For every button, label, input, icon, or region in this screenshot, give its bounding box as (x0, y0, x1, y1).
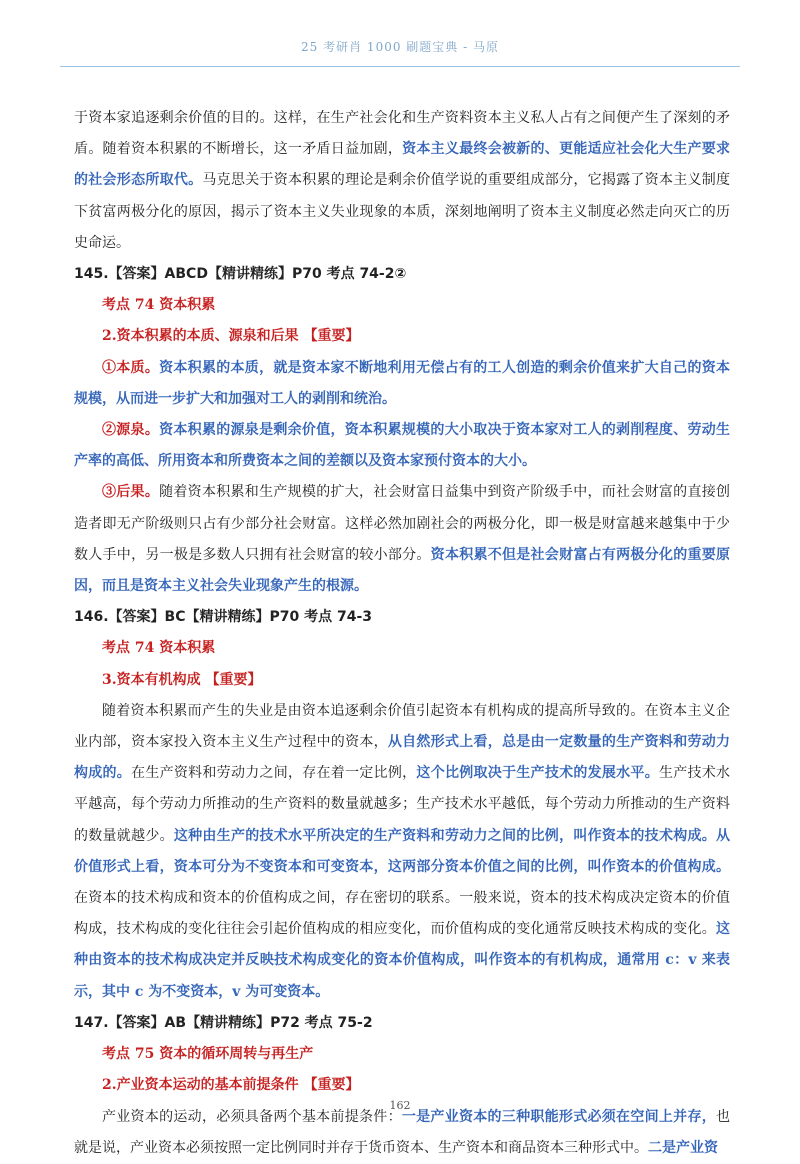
answer-line-146 (74, 602, 730, 633)
highlight-run: 资本主义最终会被新的、更能适应社会化大生产要求的社会形态所取代。 (74, 141, 731, 189)
answer-value: BC (164, 609, 186, 626)
reference: P70 考点 74-3 (269, 609, 373, 626)
text-run: 于资本家追逐剩余价值的目的。这样，在生产社会化和生产资料资本主义私人占有之间便产生了深刻的矛盾。随着资本积累的不断增长，这一矛盾日益加剧， (74, 110, 730, 158)
point-consequence (74, 477, 730, 602)
topic-heading: 考点 75 资本的循环周转与再生产 (102, 1046, 314, 1063)
question-number: 147. (74, 1014, 109, 1031)
highlight-run: 二是产业资 (648, 1139, 718, 1156)
text-run: 在生产资料和劳动力之间，存在着一定比例， (131, 765, 417, 782)
point-label: ②源泉。 (102, 422, 160, 439)
highlight-run: 从自然形式上看，总是由一定数量的生产资料和劳动力构成的。 (74, 734, 731, 782)
text-run: 也就是说，产业资本必须按照一定比例同时并存于货币资本、生产资本和商品资本三种形式中。 (74, 1108, 730, 1156)
topic-heading: 考点 74 资本积累 (102, 640, 216, 657)
page-content (74, 103, 730, 1164)
point-label: ①本质。 (102, 359, 160, 376)
text-run: 随着资本积累和生产规模的扩大，社会财富日益集中到资产阶级手中，而社会财富的直接创造者即无产阶级则只占有少部分社会财富。这样必然加剧社会的两极分化，即一极是财富越来越集中于少数人手中，另一极是多数人只拥有社会财富的较小部分。 (74, 484, 731, 563)
highlight-run: 这种由资本的技术构成决定并反映技术构成变化的资本价值构成，叫作资本的有机构成，通常用 c：v 来表示，其中 c 为不变资本，v 为可变资本。 (74, 921, 730, 1000)
answer-label: 【答案】 (108, 1014, 165, 1031)
paragraph-continuation (74, 103, 730, 259)
highlight-run: 这个比例取决于生产技术的发展水平。 (416, 765, 659, 782)
highlight-run: 资本积累的本质，就是资本家不断地利用无偿占有的工人创造的剩余价值来扩大自己的资本规模，从而进一步扩大和加强对工人的剥削和统治。 (74, 359, 731, 407)
section-heading: 2.资本积累的本质、源泉和后果 【重要】 (102, 328, 360, 345)
explanation-label: 【精讲精练】 (186, 1014, 271, 1031)
topic-heading: 考点 74 资本积累 (102, 297, 216, 314)
text-run: 随着资本积累而产生的失业是由资本追逐剩余价值引起资本有机构成的提高所导致的。在资本主义企业内部，资本家投入资本主义生产过程中的资本， (74, 702, 730, 751)
question-number: 145. (74, 266, 109, 283)
highlight-run: 一是产业资本的三种职能形式必须在空间上并存， (401, 1108, 716, 1125)
explanation-label: 【精讲精练】 (185, 609, 270, 626)
text-run: 生产技术水平越高，每个劳动力所推动的生产资料的数量就越多；生产技术水平越低，每个劳动力所推动的生产资料的数量就越少。 (74, 765, 731, 844)
paragraph-organic-composition (74, 696, 730, 1008)
highlight-run: 资本积累不但是社会财富占有两极分化的重要原因，而且是资本主义社会失业现象产生的根源。 (74, 546, 731, 595)
point-label: ③后果。 (102, 484, 160, 501)
point-essence (74, 353, 730, 415)
highlight-run: 资本积累的源泉是剩余价值，资本积累规模的大小取决于资本家对工人的剥削程度、劳动生产率的高低、所用资本和所费资本之间的差额以及资本家预付资本的大小。 (74, 422, 731, 470)
reference: P72 考点 75-2 (270, 1014, 373, 1031)
section-heading: 2.产业资本运动的基本前提条件 【重要】 (102, 1077, 360, 1094)
text-run: 产业资本的运动，必须具备两个基本前提条件： (102, 1108, 402, 1125)
answer-label: 【答案】 (108, 609, 165, 626)
section-heading: 3.资本有机构成 【重要】 (102, 671, 262, 688)
header-divider (60, 66, 740, 67)
answer-line-145 (74, 259, 730, 290)
reference: P70 考点 74-2② (291, 266, 407, 283)
highlight-run: 这种由生产的技术水平所决定的生产资料和劳动力之间的比例，叫作资本的技术构成。从价值形式上看，资本可分为不变资本和可变资本，这两部分资本价值之间的比例，叫作资本的价值构成。 (74, 827, 731, 875)
answer-value: AB (164, 1014, 187, 1031)
text-run: 在资本的技术构成和资本的价值构成之间，存在密切的联系。一般来说，资本的技术构成决定资本的价值构成，技术构成的变化往往会引起价值构成的相应变化，而价值构成的变化通常反映技术构成的变化。 (74, 890, 730, 938)
page-header-title: 25 考研肖 1000 刷题宝典 - 马原 (301, 40, 499, 54)
page-number: 162 (389, 1099, 411, 1112)
answer-line-147 (74, 1008, 730, 1039)
point-source (74, 415, 730, 477)
text-run: 马克思关于资本积累的理论是剩余价值学说的重要组成部分，它揭露了资本主义制度下贫富两极分化的原因，揭示了资本主义失业现象的本质，深刻地阐明了资本主义制度必然走向灭亡的历史命运。 (74, 172, 731, 251)
answer-value: ABCD (164, 266, 208, 283)
question-number: 146. (74, 609, 109, 626)
explanation-label: 【精讲精练】 (207, 266, 292, 283)
answer-label: 【答案】 (108, 266, 165, 283)
